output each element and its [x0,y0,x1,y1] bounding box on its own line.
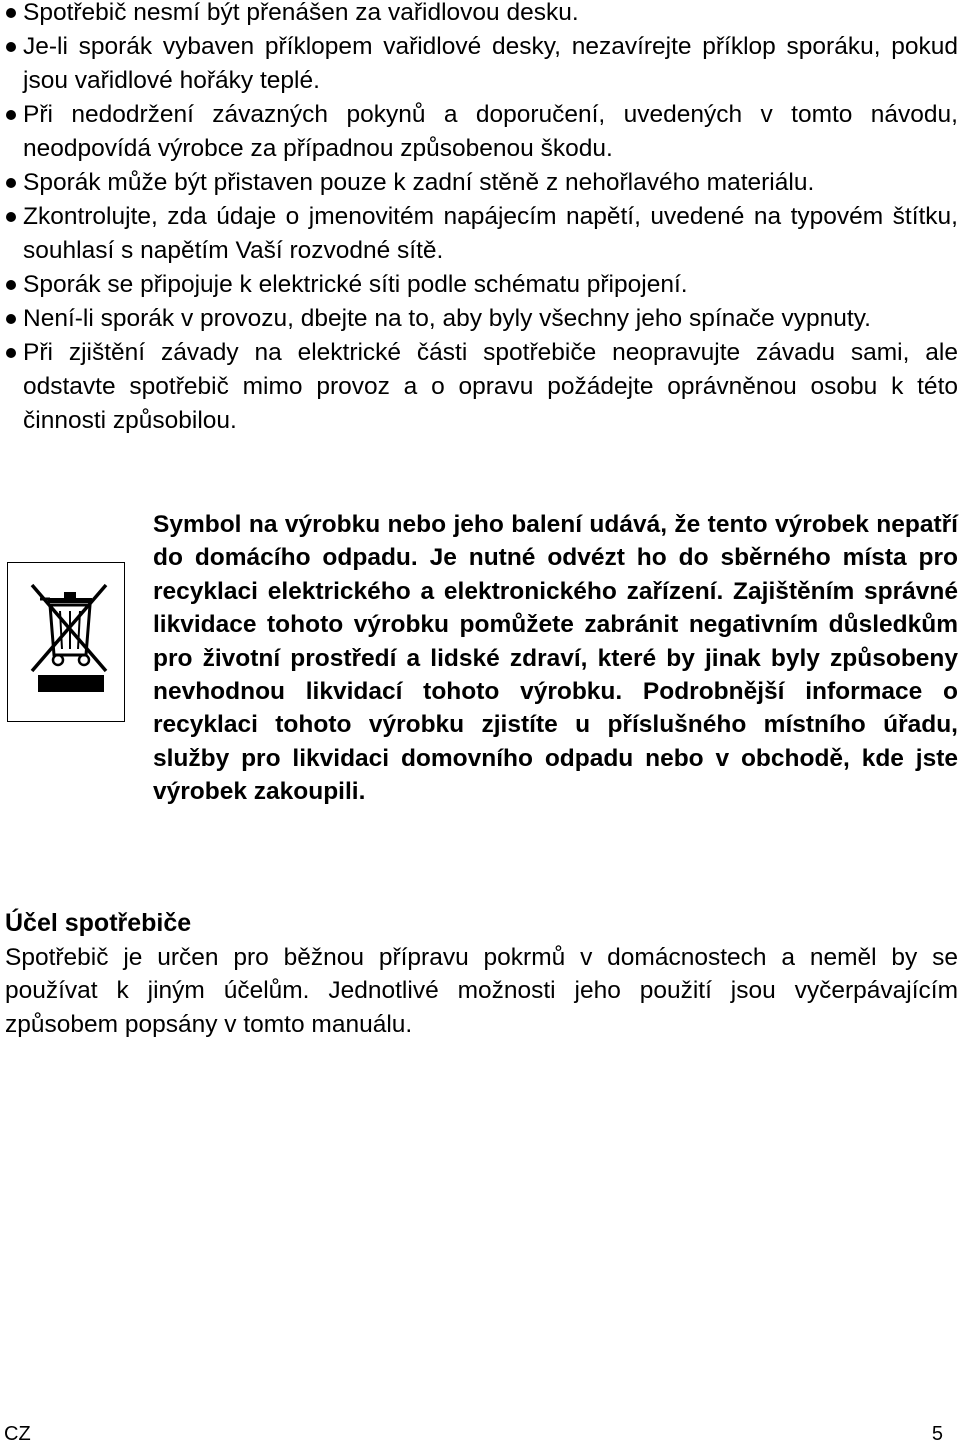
bullet-text: Spotřebič nesmí být přenášen za vařidlovou desku. [23,0,579,26]
bullet-text: Sporák může být přistaven pouze k zadní stěně z nehořlavého materiálu. [23,169,815,196]
crossed-out-wheelie-bin-icon [7,562,125,722]
bullet-item [4,336,958,438]
footer-language-code: CZ [4,1423,31,1445]
bullet-dot-icon [6,212,16,222]
bullet-dot-icon [6,8,16,18]
bullet-dot-icon [6,314,16,324]
bullet-item [4,166,958,200]
footer-page-number: 5 [931,1423,943,1445]
weee-symbol-graphic [8,563,126,723]
bullet-text: Sporák se připojuje k elektrické síti podle schématu připojení. [23,271,688,298]
bullet-dot-icon [6,348,16,358]
bullet-dot-icon [6,178,16,188]
section-heading-purpose: Účel spotřebiče [5,909,192,937]
bullet-item [4,30,958,98]
bullet-item [4,98,958,166]
bullet-item [4,302,958,336]
recycling-notice-text: Symbol na výrobku nebo jeho balení udává, že tento výrobek nepatří do domácího odpadu. Je nutné odvézt ho do sběrného místa pro recyklaci elektrického a elektronického zařízení. Zajištěním správné likvidace tohoto výrobku pomůžete zabránit negativním důsledkům pro životní prostředí a lidské zdraví, které by jinak byly způsobeny nevhodnou likvidací tohoto výrobku. Podrobnější informace o recyklaci tohoto výrobku zjistíte u příslušného místního úřadu, služby pro likvidaci domovního odpadu nebo v obchodě, kde jste výrobek zakoupili. [153,511,958,806]
bullet-text: Při zjištění závady na elektrické části spotřebiče neopravujte závadu sami, ale odstavte spotřebič mimo provoz a o opravu požádejte oprávněnou osobu k této činnosti způsobilou. [23,339,958,434]
bullet-text: Není-li sporák v provozu, dbejte na to, aby byly všechny jeho spínače vypnuty. [23,305,871,332]
bullet-dot-icon [6,110,16,120]
bullet-item [4,0,958,30]
bullet-item [4,268,958,302]
safety-bullet-list [4,0,958,438]
bullet-text: Zkontrolujte, zda údaje o jmenovitém napájecím napětí, uvedené na typovém štítku, souhlasí s napětím Vaší rozvodné sítě. [23,203,958,264]
bullet-dot-icon [6,280,16,290]
section-body-purpose: Spotřebič je určen pro běžnou přípravu pokrmů v domácnostech a neměl by se používat k jiným účelům. Jednotlivé možnosti jeho použití jsou vyčerpávajícím způsobem popsány v tomto manuálu. [5,944,958,1038]
bullet-item [4,200,958,268]
bullet-text: Je-li sporák vybaven příklopem vařidlové desky, nezavírejte příklop sporáku, pokud jsou vařidlové hořáky teplé. [23,33,958,94]
bullet-dot-icon [6,42,16,52]
bullet-text: Při nedodržení závazných pokynů a doporučení, uvedených v tomto návodu, neodpovídá výrobce za případnou způsobenou škodu. [23,101,958,162]
